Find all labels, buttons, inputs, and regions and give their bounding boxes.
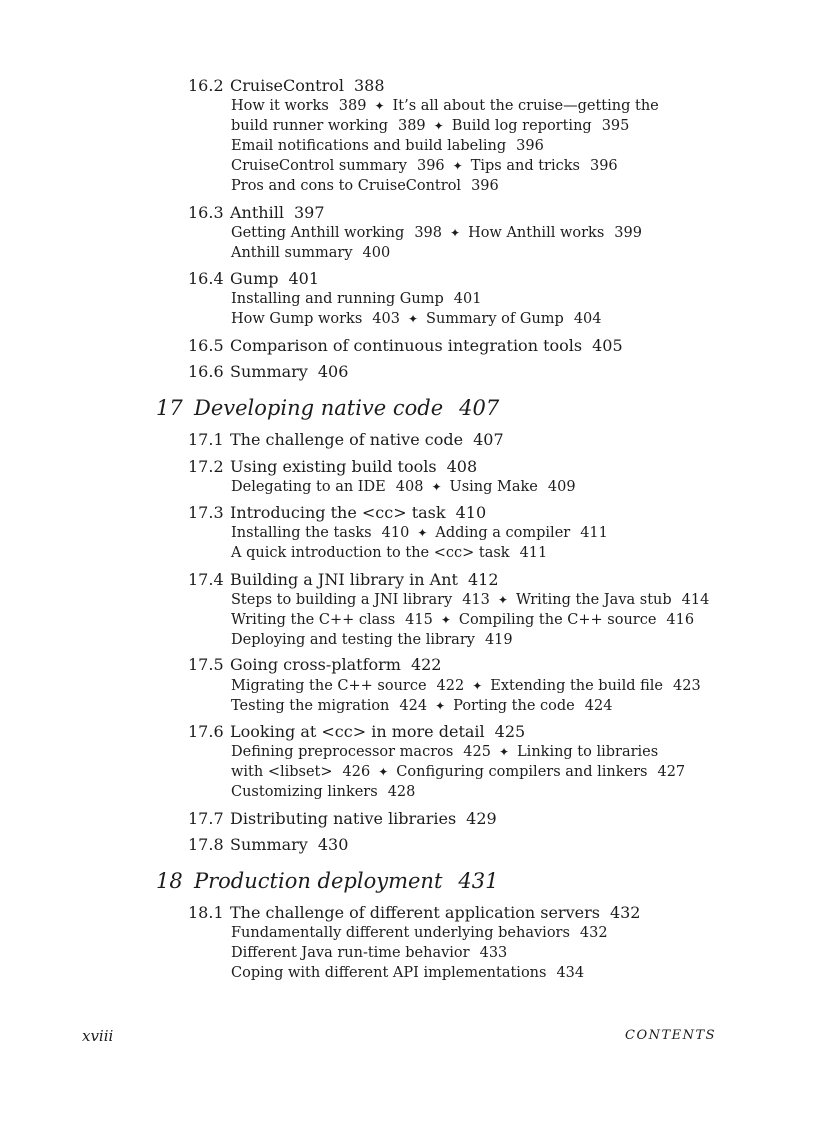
separator-icon: ✦: [452, 159, 463, 173]
section-title: The challenge of native code: [230, 430, 464, 449]
toc-subentry: Anthill summary 400: [231, 245, 391, 261]
toc-subentry: Steps to building a JNI library 413 ✦ Writing the Java stub 414: [231, 592, 710, 608]
page-number: xviii: [82, 1027, 114, 1045]
chapter-title: Production deployment: [194, 869, 443, 893]
toc-section-16-4: [188, 269, 319, 289]
section-title: Gump: [230, 269, 279, 288]
toc-section-16-5: [188, 336, 623, 356]
running-footer: CONTENTS: [625, 1028, 717, 1043]
section-number: 17.3: [188, 503, 224, 522]
section-page: 408: [446, 457, 478, 476]
section-title: CruiseControl: [230, 76, 344, 95]
toc-section-17-6: [188, 722, 525, 742]
section-page: 405: [592, 336, 623, 355]
separator-icon: ✦: [374, 99, 385, 113]
section-page: 430: [317, 835, 349, 854]
toc-subentry: Email notifications and build labeling 396: [231, 138, 544, 154]
separator-icon: ✦: [498, 745, 510, 759]
toc-section-17-1: [188, 430, 504, 450]
section-page: 401: [288, 269, 320, 288]
toc-section-17-2: [188, 457, 477, 477]
section-page: 406: [317, 362, 349, 381]
section-title: Going cross-platform: [230, 655, 401, 674]
toc-subentry: Installing and running Gump 401: [231, 291, 482, 307]
section-title: Anthill: [230, 203, 284, 222]
toc-subentry: Defining preprocessor macros 425 ✦ Linking to libraries: [231, 744, 659, 760]
toc-subentry: How it works 389 ✦ It’s all about the cruise—getting the: [231, 98, 659, 114]
toc-subentry: Pros and cons to CruiseControl 396: [231, 178, 499, 194]
section-number: 16.6: [188, 362, 224, 381]
toc-section-18-1: [188, 903, 640, 923]
section-number: 17.7: [188, 809, 224, 828]
section-number: 17.6: [188, 722, 224, 741]
separator-icon: ✦: [433, 119, 444, 133]
section-number: 16.3: [188, 203, 224, 222]
chapter-page: 431: [458, 869, 499, 893]
section-page: 432: [609, 903, 641, 922]
toc-subentry: Testing the migration 424 ✦ Porting the code 424: [231, 698, 613, 714]
chapter-title: Developing native code: [194, 396, 444, 420]
chapter-page: 407: [459, 396, 500, 420]
separator-icon: ✦: [407, 312, 419, 326]
chapter-number: 17: [156, 396, 183, 420]
section-number: 16.5: [188, 336, 224, 355]
section-title: Summary: [230, 362, 308, 381]
separator-icon: ✦: [450, 226, 461, 240]
toc-section-17-3: [188, 503, 486, 523]
separator-icon: ✦: [440, 613, 451, 627]
toc-section-17-7: [188, 809, 497, 829]
section-number: 17.4: [188, 570, 224, 589]
section-title: Summary: [230, 835, 308, 854]
toc-subentry: Delegating to an IDE 408 ✦ Using Make 409: [231, 479, 576, 495]
section-title: The challenge of different application servers: [230, 903, 600, 922]
section-number: 17.5: [188, 655, 224, 674]
section-title: Comparison of continuous integration tools: [230, 336, 583, 355]
section-title: Introducing the <cc> task: [230, 503, 446, 522]
toc-subentry: How Gump works 403 ✦ Summary of Gump 404: [231, 311, 602, 327]
toc-subentry: Installing the tasks 410 ✦ Adding a compiler 411: [231, 525, 608, 541]
toc-chapter-17: [156, 395, 499, 421]
section-title: Distributing native libraries: [230, 809, 457, 828]
section-page: 412: [467, 570, 499, 589]
section-page: 388: [354, 76, 385, 95]
toc-subentry: with <libset> 426 ✦ Configuring compilers and linkers 427: [231, 764, 686, 780]
toc-section-16-6: [188, 362, 348, 382]
toc-subentry: Fundamentally different underlying behaviors 432: [231, 925, 608, 941]
section-page: 410: [455, 503, 487, 522]
separator-icon: ✦: [417, 526, 428, 540]
toc-subentry: Different Java run-time behavior 433: [231, 945, 508, 961]
section-page: 422: [410, 655, 442, 674]
separator-icon: ✦: [378, 765, 389, 779]
section-page: 397: [293, 203, 325, 222]
separator-icon: ✦: [497, 593, 508, 607]
section-title: Building a JNI library in Ant: [230, 570, 458, 589]
separator-icon: ✦: [472, 679, 483, 693]
toc-subentry: build runner working 389 ✦ Build log reporting 395: [231, 118, 630, 134]
toc-subentry: Coping with different API implementations 434: [231, 965, 585, 981]
section-number: 18.1: [188, 903, 224, 922]
section-page: 429: [466, 809, 497, 828]
section-title: Using existing build tools: [230, 457, 437, 476]
section-number: 17.8: [188, 835, 224, 854]
toc-subentry: CruiseControl summary 396 ✦ Tips and tricks 396: [231, 158, 618, 174]
toc-subentry: Getting Anthill working 398 ✦ How Anthill works 399: [231, 225, 642, 241]
toc-subentry: Writing the C++ class 415 ✦ Compiling the C++ source 416: [231, 612, 695, 628]
separator-icon: ✦: [435, 699, 446, 713]
section-number: 16.2: [188, 76, 224, 95]
toc-subentry: A quick introduction to the <cc> task 411: [231, 545, 548, 561]
toc-section-17-8: [188, 835, 348, 855]
toc-section-16-2: [188, 76, 385, 96]
separator-icon: ✦: [431, 480, 442, 494]
toc-subentry: Migrating the C++ source 422 ✦ Extending the build file 423: [231, 678, 701, 694]
toc-chapter-18: [156, 868, 498, 894]
section-page: 425: [494, 722, 526, 741]
toc-section-17-5: [188, 655, 441, 675]
section-number: 17.2: [188, 457, 224, 476]
section-number: 16.4: [188, 269, 224, 288]
toc-section-17-4: [188, 570, 499, 590]
section-number: 17.1: [188, 430, 224, 449]
toc-subentry: Deploying and testing the library 419: [231, 632, 513, 648]
section-title: Looking at <cc> in more detail: [230, 722, 485, 741]
section-page: 407: [473, 430, 504, 449]
toc-subentry: Customizing linkers 428: [231, 784, 416, 800]
toc-section-16-3: [188, 203, 325, 223]
chapter-number: 18: [156, 869, 183, 893]
